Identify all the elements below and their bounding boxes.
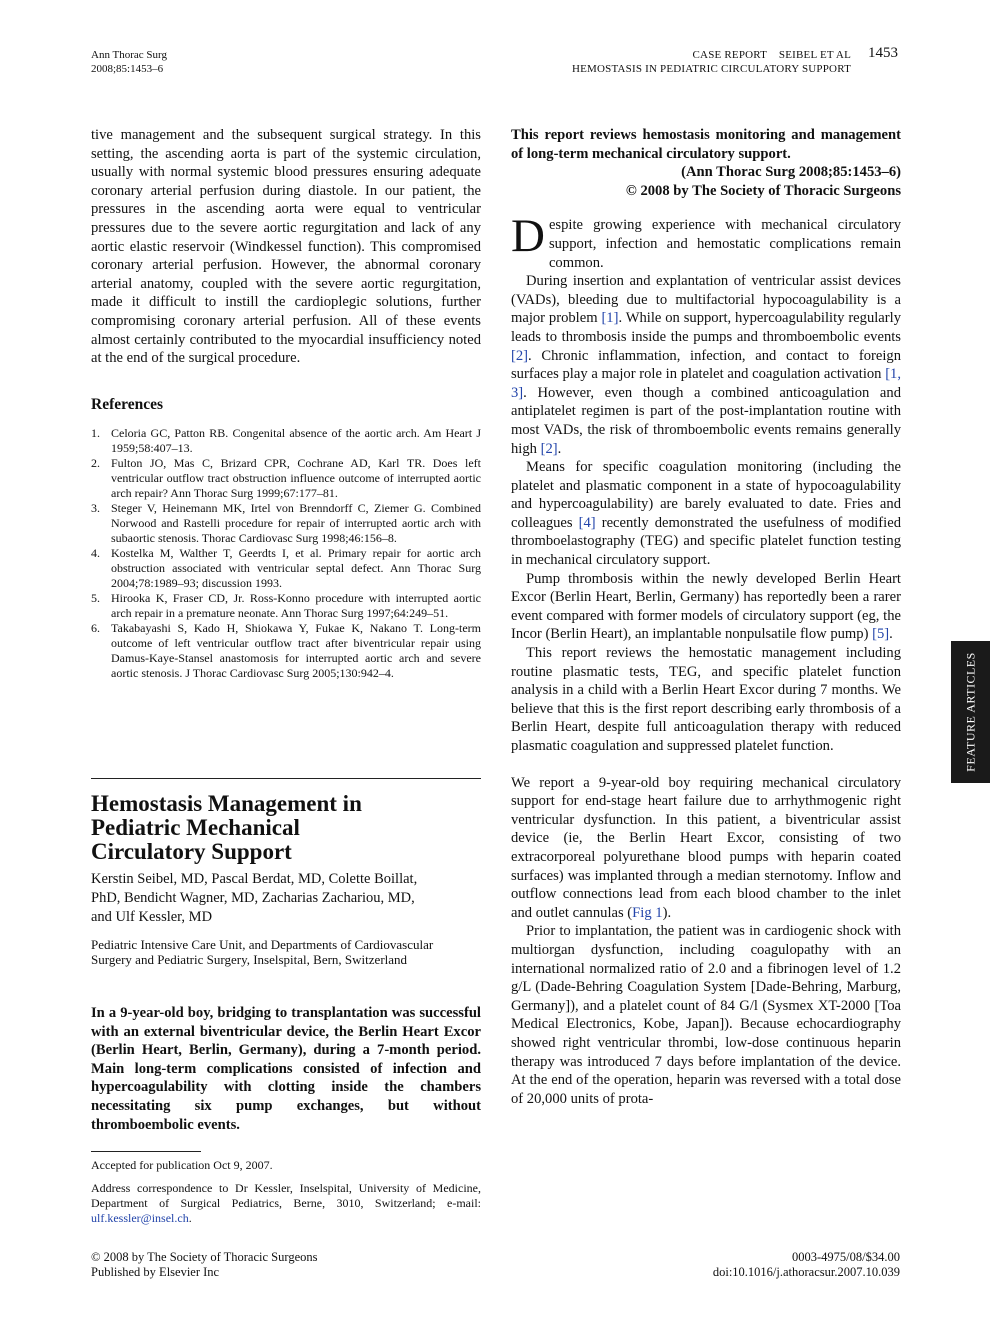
article-header [91,792,481,967]
journal-header [91,48,167,76]
paragraph: During insertion and explantation of ventricular assist devices (VADs), bleeding due to multifactorial hypocoagulability is a major problem [1]. While on support, hypercoagulability regularly leads to thrombosis inside the pumps and thromboembolic events [2]. Chronic inflammation, infection, and contact to foreign surfaces play a major role in platelet and coagulation activation [1, 3]. However, even though a combined anticoagulation and antiplatelet regimen is part of the post-implantation routine with most VADs, the risk of thromboembolic events remains generally high [2]. [511,273,901,457]
case-paragraph: We report a 9-year-old boy requiring mechanical circulatory support for end-stage heart failure due to arrhythmogenic right ventricular dysfunction. In this patient, a biventricular assist device (ie, the Berlin Heart Excor, consisting of two extracorporeal polyurethane blood pumps with heparin coated surfaces) was implanted through a median sternotomy. Inflow and outflow connections lead from each blood chamber to the inlet and outlet cannulas (Fig 1). [511,774,901,921]
journal-volume: 2008;85:1453–6 [91,63,164,75]
drop-cap: D [511,210,545,263]
email-link[interactable]: ulf.kessler@insel.ch [91,1211,189,1225]
paragraph: This report reviews the hemostatic management including routine plasmatic tests, TEG, and specific platelet function analysis in a child with a Berlin Heart Excor during 7 months. We believe that this is the first report describing early thrombosis of a Berlin Heart, despite full anticoagulation therapy with reduced plasmatic coagulation and suppressed platelet function. [511,645,901,754]
footer-issn: 0003-4975/08/$34.00 [792,1250,900,1264]
footer-left [91,1250,317,1280]
left-column [91,126,481,681]
article-affiliation: Pediatric Intensive Care Unit, and Departments of Cardiovascular Surgery and Pediatric Surgery, Inselspital, Bern, Switzerland [91,937,434,967]
footer-right [713,1250,900,1280]
footnote-divider [91,1151,201,1152]
reference-item: 6. Takabayashi S, Kado H, Shiokawa Y, Fukae K, Nakano T. Long-term outcome of left ventricular outflow tract after biventricular repair using Damus-Kaye-Stansel anastomosis for interrupted aortic arch and severe aortic stenosis. J Thorac Cardiovasc Surg 2005;130:942–4. [91,621,481,681]
ref-link[interactable]: [1, 3] [511,366,901,401]
feature-articles-tab: FEATURE ARTICLES [951,641,990,783]
reference-item: 2. Fulton JO, Mas C, Brizard CPR, Cochrane AD, Karl TR. Does left ventricular outflow tract obstruction influence outcome of interrupted aortic arch repair? Ann Thorac Surg 1999;67:177–81. [91,456,481,501]
section-label: CASE REPORT [692,49,768,61]
ref-link[interactable]: [2] [511,347,529,364]
continuation-paragraph: tive management and the subsequent surgical strategy. In this setting, the ascending aorta is part of the systemic circulation, usually with normal systemic blood pressures ensuring adequate coronary arterial perfusion during diastole. In our patient, the pressures in the ascending aorta were equal to ventricular pressures due to the severe aortic regurgitation and lack of any aortic elastic reservoir (Windkessel function). This compromised coronary arterial perfusion. However, the abnormal coronary arterial anatomy, coupled with the severe aortic regurgitation, made it difficult to instill the cardioplegic solutions, further compromising coronary arterial perfusion. All of these events almost certainly contributed to the myocardial insufficiency noted at the end of the surgical procedure. [91,127,481,367]
abstract: In a 9-year-old boy, bridging to transplantation was successful with an external biventricular device, the Berlin Heart Excor (Berlin Heart, Berlin, Germany), during a 7-month period. Main long-term complications consisted of infection and hypercoagulability with clotting inside the chambers necessitating six pump exchanges, but without thromboembolic events. [91,1005,481,1133]
right-column [511,126,901,1108]
copyright-line: © 2008 by The Society of Thoracic Surgeons [625,182,901,199]
footnotes [91,1158,481,1226]
abstract-end: This report reviews hemostasis monitoring and management of long-term mechanical circulatory support. [511,127,901,162]
running-header [572,48,851,76]
references-heading: References [91,395,164,413]
running-title: HEMOSTASIS IN PEDIATRIC CIRCULATORY SUPPORT [571,63,851,75]
paragraph: Means for specific coagulation monitoring (including the platelet and plasmatic component in a state of hypocoagulability and hypercoagulability) are barely evaluated to date. Fries and colleagues [4] recently demonstrated the usefulness of modified thromboelastography (TEG) and specific platelet function testing in mechanical circulatory support. [511,459,901,569]
journal-name: Ann Thorac Surg [91,49,167,61]
article-title: Hemostasis Management in Pediatric Mechanical Circulatory Support [91,791,362,864]
ref-link[interactable]: [2] [540,440,558,457]
article-authors: Kerstin Seibel, MD, Pascal Berdat, MD, Colette Boillat, PhD, Bendicht Wagner, MD, Zacharias Zachariou, MD, and Ulf Kessler, MD [91,871,418,925]
footer-publisher: Published by Elsevier Inc [91,1265,220,1279]
paragraph: Prior to implantation, the patient was in cardiogenic shock with multiorgan dysfunction, including coagulopathy with an international normalized ratio of 2.0 and a fibrinogen level of 1.2 g/L (Dade-Behring Coagulation System [Dade-Behring, Marburg, Germany]), and a platelet count of 84 G/l (Sysmex XT-2000 [Toa Medical Electronics, Kobe, Japan]). Because echocardiography showed right ventricular thrombi, low-dose continuous heparin therapy was introduced 7 days before implantation of the device. At the end of the operation, heparin was reversed with a total dose of 20,000 units of prota- [511,923,901,1107]
ref-link[interactable]: [1] [601,310,619,327]
reference-item: 5. Hirooka K, Fraser CD, Jr. Ross-Konno procedure with interrupted aortic arch repair in a premature neonate. Ann Thorac Surg 1997;64:249–51. [91,591,481,621]
reference-item: 1. Celoria GC, Patton RB. Congenital absence of the aortic arch. Am Heart J 1959;58:407–13. [91,426,481,456]
paragraph: Pump thrombosis within the newly developed Berlin Heart Excor (Berlin Heart, Berlin, Germany) has reportedly been a rarer event compared with former models of circulatory support (eg, the Incor (Berlin Heart), an implantable nonpulsatile flow pump) [5]. [511,570,901,643]
reference-item: 3. Steger V, Heinemann MK, Irtel von Brenndorff C, Ziemer G. Combined Norwood and Rastelli procedure for repair of interrupted aortic arch with subaortic stenosis. Thorac Cardiovasc Surg 1998;46:156–8. [91,501,481,546]
reference-list [91,426,481,681]
accepted-note: Accepted for publication Oct 9, 2007. [91,1158,273,1172]
footer-doi: doi:10.1016/j.athoracsur.2007.10.039 [712,1265,900,1279]
authors-short: SEIBEL ET AL [778,49,851,61]
ref-link[interactable]: [5] [872,626,890,643]
intro-paragraph: Despite growing experience with mechanical circulatory support, infection and hemostatic complications remain common. [511,210,901,271]
reference-item: 4. Kostelka M, Walther T, Geerdts I, et al. Primary repair for aortic arch obstruction associated with ventricular septal defect. Ann Thorac Surg 2004;78:1989–93; discussion 1993. [91,546,481,591]
section-divider [91,778,481,779]
page-number: 1453 [868,45,898,61]
citation: (Ann Thorac Surg 2008;85:1453–6) [681,164,901,181]
correspondence-note: Address correspondence to Dr Kessler, Inselspital, University of Medicine, Department of Surgical Pediatrics, Berne, 3010, Switzerland; e-mail: ulf.kessler@insel.ch. [91,1181,481,1225]
ref-link[interactable]: [4] [578,514,596,531]
figure-link[interactable]: Fig 1 [632,904,663,921]
footer-copyright: © 2008 by The Society of Thoracic Surgeons [91,1250,318,1264]
